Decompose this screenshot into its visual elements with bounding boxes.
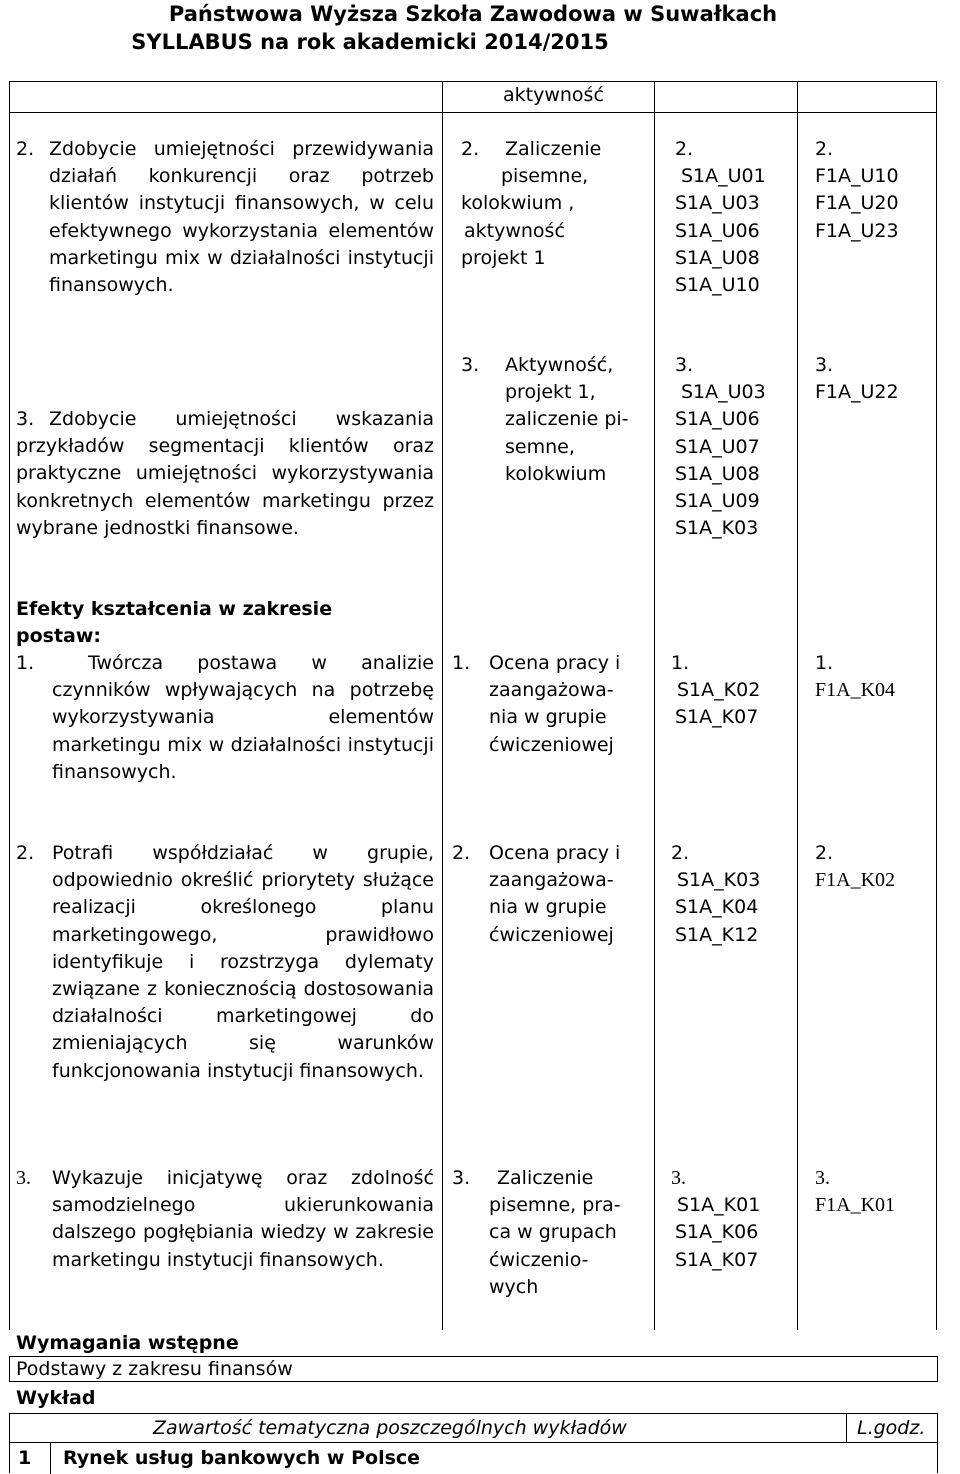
effect-number: 3. — [16, 408, 35, 430]
f-codes-cell — [815, 1165, 895, 1219]
s-codes-cell — [675, 352, 766, 542]
s-code: S1A_K06 — [675, 1221, 759, 1244]
s-code: S1A_U09 — [675, 490, 760, 513]
lecture-item-title: Rynek usług bankowych w Polsce — [63, 1447, 421, 1469]
effect-row — [16, 1165, 434, 1274]
lecture-num-divider — [50, 1443, 51, 1474]
method-line: kolokwium , — [461, 192, 575, 215]
f-codes-cell — [815, 136, 899, 245]
effect-text: Zdobycie umiejętności przewidywania działań konkurencji oraz potrzeb klientów instytucji finansowych, w celu efektywnego wykorzystania elementów marketingu mix w działalności instytucji finansowych. — [49, 138, 434, 297]
method-line: ćwiczenio- — [489, 1248, 589, 1271]
s-codes-cell — [671, 840, 760, 949]
f-code: F1A_U20 — [815, 192, 899, 215]
f-codes-cell — [815, 840, 895, 894]
method-line: Zaliczenie — [505, 138, 602, 160]
s-code: S1A_U08 — [675, 462, 760, 485]
f-codes-cell — [815, 650, 895, 704]
method-number: 2. — [461, 138, 480, 160]
method-line: ćwiczeniowej — [489, 923, 614, 946]
lecture-col-hours: L.godz. — [857, 1417, 926, 1439]
method-line: nia w grupie — [489, 896, 607, 919]
s-code: S1A_K03 — [677, 869, 761, 892]
effect-text: Wykazuje inicjatywę oraz zdolność samodzielnego ukierunkowania dalszego pogłębiania wiedzy w zakresie marketingu instytucji finansowych. — [52, 1167, 434, 1271]
s-code: S1A_K07 — [675, 1248, 759, 1271]
f-number: 2. — [815, 138, 834, 160]
method-cell — [461, 352, 651, 488]
s-codes-cell — [671, 650, 760, 732]
method-line: kolokwium — [505, 462, 607, 485]
method-number: 3. — [452, 1167, 471, 1189]
row-divider — [9, 112, 937, 113]
s-code: S1A_U08 — [675, 246, 760, 269]
method-line: Aktywność, — [505, 354, 614, 376]
lecture-item-number: 1 — [18, 1447, 32, 1469]
col-divider-1 — [442, 81, 443, 1330]
col-divider-3 — [797, 81, 798, 1330]
effect-number: 1. — [16, 652, 35, 674]
table-right-border — [936, 81, 937, 1330]
f-number: 3. — [815, 354, 834, 376]
s-code: S1A_U06 — [675, 408, 760, 431]
school-name: Państwowa Wyższa Szkoła Zawodowa w Suwałkach — [168, 2, 778, 26]
method-line: ca w grupach — [489, 1221, 617, 1244]
s-code: S1A_K07 — [675, 706, 759, 729]
effect-row — [16, 840, 434, 1085]
method-line: semne, — [505, 435, 575, 458]
f-code: F1A_K04 — [815, 679, 896, 702]
s-code: S1A_U01 — [681, 165, 766, 188]
s-code: S1A_U03 — [675, 192, 760, 215]
s-codes-cell — [675, 136, 766, 299]
method-line: zaangażowa- — [489, 869, 614, 892]
method-number: 2. — [452, 842, 471, 864]
lecture-heading: Wykład — [16, 1387, 96, 1409]
method-line: Ocena pracy i — [489, 652, 621, 674]
method-line: zaliczenie pi- — [505, 408, 629, 431]
f-number: 3. — [815, 1167, 830, 1189]
method-line: wych — [489, 1275, 539, 1298]
s-code: S1A_K02 — [677, 679, 761, 702]
s-code: S1A_K01 — [677, 1194, 761, 1217]
f-code: F1A_K01 — [815, 1194, 896, 1217]
s-code: S1A_U10 — [675, 274, 760, 297]
lecture-col-content: Zawartość tematyczna poszczególnych wykładów — [153, 1417, 627, 1439]
s-codes-cell — [671, 1165, 760, 1274]
lecture-table — [9, 1413, 938, 1473]
method-line: Ocena pracy i — [489, 842, 621, 864]
method-line: zaangażowa- — [489, 679, 614, 702]
method-number: 1. — [452, 652, 471, 674]
method-cell — [452, 650, 652, 759]
s-code: S1A_U07 — [675, 435, 760, 458]
lecture-header-divider — [10, 1442, 937, 1443]
effect-text: Potrafi współdziałać w grupie, odpowiednio określić priorytety służące realizacji określonego planu marketingowego, prawidłowo identyfikuje i rozstrzyga dylematy związane z koniecznością dostosowania działalności marketingowej do zmieniających się warunków funkcjonowania instytucji finansowych. — [52, 842, 434, 1082]
requirements-value: Podstawy z zakresu finansów — [16, 1358, 293, 1380]
f-code: F1A_U22 — [815, 381, 899, 404]
section-heading: Efekty kształcenia w zakresie postaw: — [16, 598, 333, 647]
requirements-box — [9, 1356, 938, 1382]
effect-row — [16, 406, 434, 542]
s-number: 2. — [675, 138, 694, 160]
s-number: 3. — [675, 354, 694, 376]
effect-number: 2. — [16, 842, 35, 864]
method-line: aktywność — [464, 219, 565, 242]
syllabus-title: SYLLABUS na rok akademicki 2014/2015 — [131, 30, 609, 54]
method-number: 3. — [461, 354, 480, 376]
effect-text: Twórcza postawa w analizie czynników wpływających na potrzebę wykorzystywania elementów marketingu mix w działalności instytucji finansowych. — [52, 652, 434, 783]
method-line: pisemne, — [501, 165, 589, 188]
method-line: pisemne, pra- — [489, 1194, 621, 1217]
s-number: 1. — [671, 652, 690, 674]
s-code: S1A_K03 — [675, 517, 759, 540]
method-cell — [452, 1165, 652, 1301]
method-line: ćwiczeniowej — [489, 733, 614, 756]
f-code: F1A_U23 — [815, 219, 899, 242]
s-code: S1A_K12 — [675, 923, 759, 946]
f-code: F1A_U10 — [815, 165, 899, 188]
f-number: 2. — [815, 842, 834, 864]
method-line: Zaliczenie — [497, 1167, 594, 1189]
requirements-heading: Wymagania wstępne — [16, 1332, 239, 1354]
f-codes-cell — [815, 352, 899, 406]
effect-text: Zdobycie umiejętności wskazania przykładów segmentacji klientów oraz praktyczne umiejętności wykorzystywania konkretnych elementów marketingu przez wybrane jednostki finansowe. — [16, 408, 434, 539]
s-number: 3. — [671, 1167, 686, 1189]
effect-number: 3. — [16, 1167, 31, 1189]
method-cell — [452, 840, 652, 949]
s-code: S1A_U03 — [681, 381, 766, 404]
method-line: projekt 1, — [505, 381, 596, 404]
s-code: S1A_U06 — [675, 219, 760, 242]
col-divider-2 — [654, 81, 655, 1330]
s-code: S1A_K04 — [675, 896, 759, 919]
lecture-col-divider — [846, 1414, 847, 1443]
method-line: nia w grupie — [489, 706, 607, 729]
effect-number: 2. — [16, 138, 35, 160]
effect-row — [16, 136, 434, 299]
method-line: projekt 1 — [461, 246, 546, 269]
s-number: 2. — [671, 842, 690, 864]
f-number: 1. — [815, 652, 834, 674]
f-code: F1A_K02 — [815, 869, 896, 892]
method-tail: aktywność — [503, 84, 604, 106]
method-cell — [461, 136, 651, 272]
effect-row — [16, 650, 434, 786]
